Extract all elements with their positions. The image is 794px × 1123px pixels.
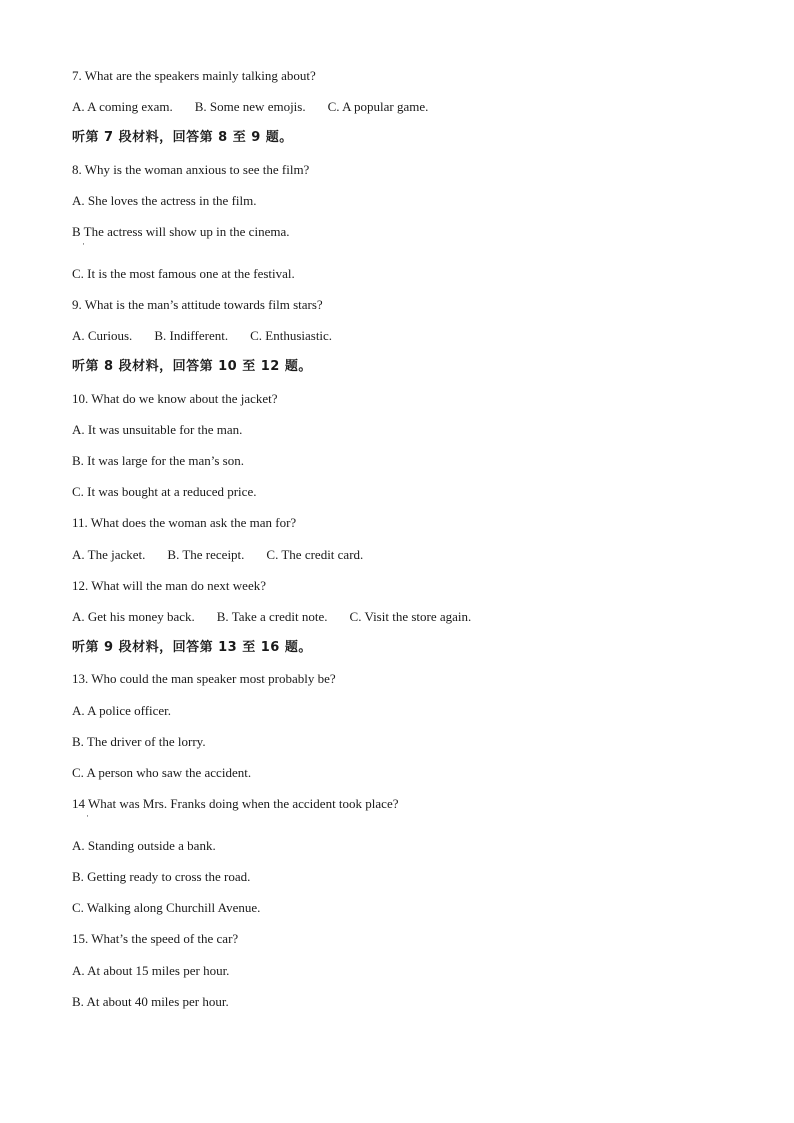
option-b: B. Indifferent. <box>154 328 229 343</box>
option-a: A. Curious. <box>72 328 133 343</box>
option-c: C. The credit card. <box>266 547 364 562</box>
question-10: 10. What do we know about the jacket? <box>72 391 278 406</box>
option-a: A. Get his money back. <box>72 609 195 624</box>
question-8-option-c: C. It is the most famous one at the festival. <box>72 266 295 281</box>
question-10-option-c: C. It was bought at a reduced price. <box>72 484 257 499</box>
question-13: 13. Who could the man speaker most probably be? <box>72 671 336 686</box>
question-9: 9. What is the man’s attitude towards film stars? <box>72 297 323 312</box>
option-b: B. Some new emojis. <box>194 99 306 114</box>
question-12-options <box>72 609 471 625</box>
question-8-option-a: A. She loves the actress in the film. <box>72 193 257 208</box>
question-7-options <box>72 99 428 115</box>
question-11-options <box>72 547 363 563</box>
question-15: 15. What’s the speed of the car? <box>72 931 239 946</box>
option-a: A. A coming exam. <box>72 99 173 114</box>
question-15-option-b: B. At about 40 miles per hour. <box>72 994 229 1009</box>
question-14: 14 What was Mrs. Franks doing when the accident took place? <box>72 796 399 811</box>
question-10-option-a: A. It was unsuitable for the man. <box>72 422 243 437</box>
stray-dot: · <box>82 239 85 249</box>
option-c: C. Enthusiastic. <box>250 328 333 343</box>
question-7: 7. What are the speakers mainly talking about? <box>72 68 316 83</box>
question-12: 12. What will the man do next week? <box>72 578 266 593</box>
question-13-option-b: B. The driver of the lorry. <box>72 734 206 749</box>
question-13-option-a: A. A police officer. <box>72 703 172 718</box>
question-14-option-a: A. Standing outside a bank. <box>72 838 216 853</box>
section-heading-7: 听第 7 段材料，回答第 8 至 9 题。 <box>72 130 293 145</box>
question-14-option-b: B. Getting ready to cross the road. <box>72 869 251 884</box>
section-heading-9: 听第 9 段材料，回答第 13 至 16 题。 <box>72 640 312 655</box>
question-11: 11. What does the woman ask the man for? <box>72 515 297 530</box>
question-15-option-a: A. At about 15 miles per hour. <box>72 963 230 978</box>
question-13-option-c: C. A person who saw the accident. <box>72 765 252 780</box>
question-14-option-c: C. Walking along Churchill Avenue. <box>72 900 261 915</box>
option-c: C. A popular game. <box>327 99 429 114</box>
option-c: C. Visit the store again. <box>349 609 472 624</box>
question-10-option-b: B. It was large for the man’s son. <box>72 453 244 468</box>
question-9-options <box>72 328 332 344</box>
option-a: A. The jacket. <box>72 547 146 562</box>
question-8: 8. Why is the woman anxious to see the film? <box>72 162 310 177</box>
question-8-option-b: B The actress will show up in the cinema. <box>72 224 290 239</box>
option-b: B. Take a credit note. <box>216 609 328 624</box>
section-heading-8: 听第 8 段材料，回答第 10 至 12 题。 <box>72 359 312 374</box>
stray-dot: · <box>86 811 89 821</box>
option-b: B. The receipt. <box>167 547 245 562</box>
